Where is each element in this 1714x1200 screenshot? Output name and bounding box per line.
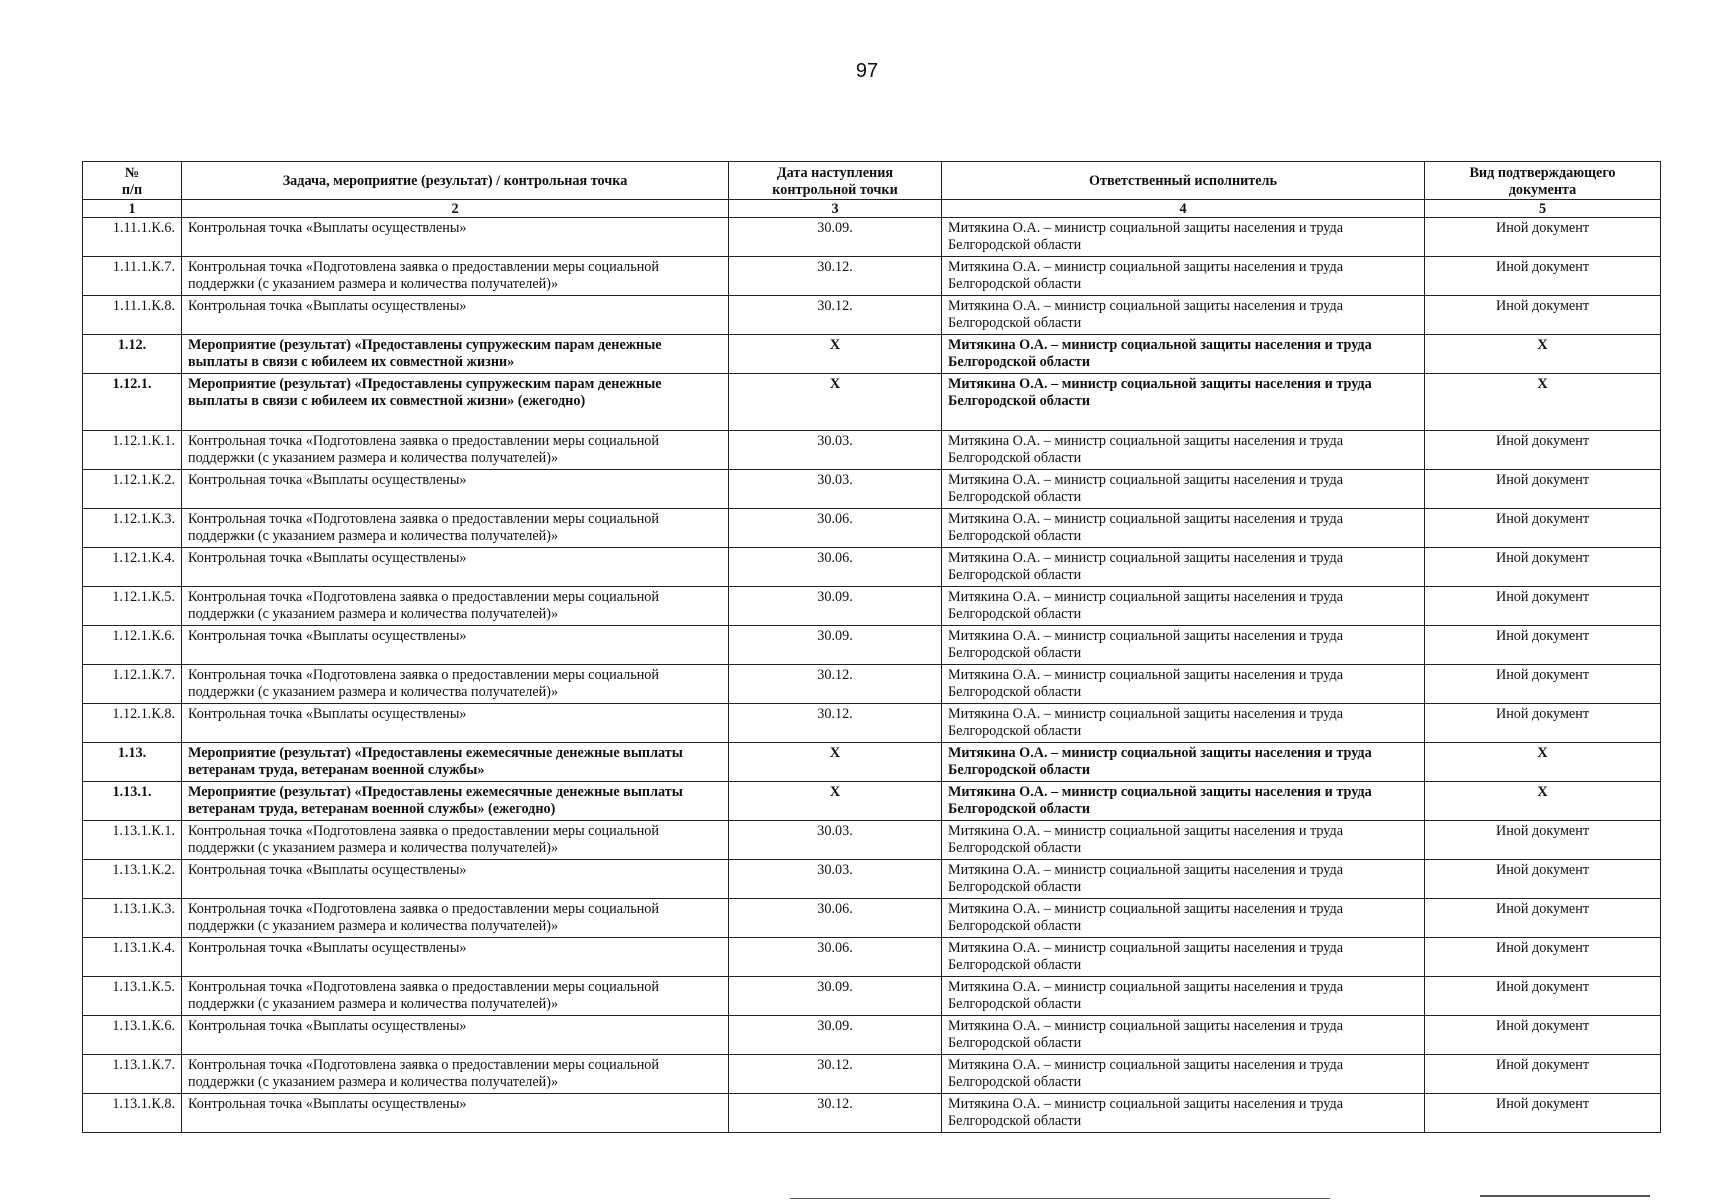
row-date: 30.03. (729, 860, 942, 899)
table-row (83, 860, 1661, 899)
row-date: 30.03. (729, 470, 942, 509)
column-number: 5 (1425, 200, 1661, 218)
row-number: 1.13.1.К.8. (83, 1094, 182, 1133)
row-document-type: Иной документ (1425, 977, 1661, 1016)
row-task: Мероприятие (результат) «Предоставлены супружеским парам денежные выплаты в связи с юбилеем их совместной жизни» (182, 335, 729, 374)
row-executor: Митякина О.А. – министр социальной защиты населения и труда Белгородской области (942, 782, 1425, 821)
table-row (83, 782, 1661, 821)
row-task: Контрольная точка «Подготовлена заявка о предоставлении меры социальной поддержки (с указанием размера и количества получателей)» (182, 431, 729, 470)
row-executor: Митякина О.А. – министр социальной защиты населения и труда Белгородской области (942, 821, 1425, 860)
row-executor: Митякина О.А. – министр социальной защиты населения и труда Белгородской области (942, 977, 1425, 1016)
row-date: Х (729, 782, 942, 821)
row-executor: Митякина О.А. – министр социальной защиты населения и труда Белгородской области (942, 587, 1425, 626)
row-number: 1.12.1.К.2. (83, 470, 182, 509)
row-document-type: Иной документ (1425, 1055, 1661, 1094)
row-document-type: Иной документ (1425, 431, 1661, 470)
row-number: 1.12.1.К.1. (83, 431, 182, 470)
table-row (83, 335, 1661, 374)
row-task: Контрольная точка «Выплаты осуществлены» (182, 296, 729, 335)
row-task: Контрольная точка «Подготовлена заявка о предоставлении меры социальной поддержки (с указанием размера и количества получателей)» (182, 1055, 729, 1094)
row-document-type: Иной документ (1425, 509, 1661, 548)
row-date: Х (729, 743, 942, 782)
row-number: 1.12.1.К.3. (83, 509, 182, 548)
table-body (83, 218, 1661, 1133)
table-row (83, 938, 1661, 977)
row-date: 30.06. (729, 509, 942, 548)
table-row (83, 470, 1661, 509)
table-row (83, 1094, 1661, 1133)
row-number: 1.13.1. (83, 782, 182, 821)
row-date: 30.12. (729, 257, 942, 296)
table-row (83, 509, 1661, 548)
row-number: 1.13.1.К.3. (83, 899, 182, 938)
row-number: 1.12.1. (83, 374, 182, 431)
row-task: Мероприятие (результат) «Предоставлены ежемесячные денежные выплаты ветеранам труда, ветеранам военной службы» (ежегодно) (182, 782, 729, 821)
row-document-type: Иной документ (1425, 821, 1661, 860)
row-executor: Митякина О.А. – министр социальной защиты населения и труда Белгородской области (942, 704, 1425, 743)
table-row (83, 626, 1661, 665)
row-executor: Митякина О.А. – министр социальной защиты населения и труда Белгородской области (942, 1094, 1425, 1133)
row-task: Контрольная точка «Подготовлена заявка о предоставлении меры социальной поддержки (с указанием размера и количества получателей)» (182, 509, 729, 548)
row-executor: Митякина О.А. – министр социальной защиты населения и труда Белгородской области (942, 626, 1425, 665)
row-date: 30.06. (729, 938, 942, 977)
row-document-type: Х (1425, 335, 1661, 374)
row-number: 1.13.1.К.5. (83, 977, 182, 1016)
row-task: Контрольная точка «Выплаты осуществлены» (182, 1094, 729, 1133)
row-task: Контрольная точка «Выплаты осуществлены» (182, 860, 729, 899)
table-row (83, 257, 1661, 296)
column-number-row (83, 200, 1661, 218)
row-number: 1.13.1.К.4. (83, 938, 182, 977)
table-row (83, 704, 1661, 743)
row-number: 1.12.1.К.5. (83, 587, 182, 626)
row-date: 30.12. (729, 665, 942, 704)
row-date: 30.12. (729, 1094, 942, 1133)
row-date: 30.09. (729, 1016, 942, 1055)
row-document-type: Иной документ (1425, 1016, 1661, 1055)
row-executor: Митякина О.А. – министр социальной защиты населения и труда Белгородской области (942, 938, 1425, 977)
column-number: 3 (729, 200, 942, 218)
row-document-type: Иной документ (1425, 938, 1661, 977)
table-row (83, 665, 1661, 704)
row-number: 1.13.1.К.6. (83, 1016, 182, 1055)
table-row (83, 821, 1661, 860)
row-document-type: Иной документ (1425, 548, 1661, 587)
header-executor: Ответственный исполнитель (942, 162, 1425, 200)
table-row (83, 296, 1661, 335)
row-document-type: Х (1425, 374, 1661, 431)
row-executor: Митякина О.А. – министр социальной защиты населения и труда Белгородской области (942, 1055, 1425, 1094)
row-date: 30.06. (729, 899, 942, 938)
row-date: 30.03. (729, 431, 942, 470)
control-points-table (82, 161, 1661, 1133)
table-row (83, 218, 1661, 257)
page-number: 97 (855, 60, 879, 82)
row-document-type: Иной документ (1425, 899, 1661, 938)
row-executor: Митякина О.А. – министр социальной защиты населения и труда Белгородской области (942, 218, 1425, 257)
header-num: № п/п (83, 162, 182, 200)
row-date: Х (729, 335, 942, 374)
scan-artifact-line (1480, 1195, 1650, 1197)
table-row (83, 431, 1661, 470)
row-date: 30.12. (729, 704, 942, 743)
row-task: Контрольная точка «Выплаты осуществлены» (182, 470, 729, 509)
row-executor: Митякина О.А. – министр социальной защиты населения и труда Белгородской области (942, 548, 1425, 587)
column-number: 1 (83, 200, 182, 218)
header-task: Задача, мероприятие (результат) / контрольная точка (182, 162, 729, 200)
row-executor: Митякина О.А. – министр социальной защиты населения и труда Белгородской области (942, 431, 1425, 470)
row-document-type: Иной документ (1425, 470, 1661, 509)
row-document-type: Х (1425, 782, 1661, 821)
row-task: Мероприятие (результат) «Предоставлены супружеским парам денежные выплаты в связи с юбилеем их совместной жизни» (ежегодно) (182, 374, 729, 431)
row-document-type: Иной документ (1425, 860, 1661, 899)
row-document-type: Иной документ (1425, 257, 1661, 296)
row-executor: Митякина О.А. – министр социальной защиты населения и труда Белгородской области (942, 335, 1425, 374)
row-task: Контрольная точка «Выплаты осуществлены» (182, 626, 729, 665)
row-date: Х (729, 374, 942, 431)
row-date: 30.12. (729, 296, 942, 335)
row-task: Контрольная точка «Выплаты осуществлены» (182, 548, 729, 587)
row-task: Контрольная точка «Подготовлена заявка о предоставлении меры социальной поддержки (с указанием размера и количества получателей)» (182, 587, 729, 626)
row-executor: Митякина О.А. – министр социальной защиты населения и труда Белгородской области (942, 470, 1425, 509)
row-document-type: Иной документ (1425, 626, 1661, 665)
table-row (83, 1055, 1661, 1094)
row-task: Контрольная точка «Подготовлена заявка о предоставлении меры социальной поддержки (с указанием размера и количества получателей)» (182, 899, 729, 938)
row-task: Контрольная точка «Подготовлена заявка о предоставлении меры социальной поддержки (с указанием размера и количества получателей)» (182, 257, 729, 296)
row-number: 1.13.1.К.7. (83, 1055, 182, 1094)
row-number: 1.12.1.К.7. (83, 665, 182, 704)
row-executor: Митякина О.А. – министр социальной защиты населения и труда Белгородской области (942, 1016, 1425, 1055)
row-document-type: Иной документ (1425, 296, 1661, 335)
row-task: Контрольная точка «Выплаты осуществлены» (182, 1016, 729, 1055)
row-document-type: Иной документ (1425, 665, 1661, 704)
header-document: Вид подтверждающего документа (1425, 162, 1661, 200)
row-number: 1.11.1.К.7. (83, 257, 182, 296)
row-date: 30.12. (729, 1055, 942, 1094)
row-task: Контрольная точка «Выплаты осуществлены» (182, 218, 729, 257)
row-number: 1.11.1.К.8. (83, 296, 182, 335)
row-date: 30.09. (729, 626, 942, 665)
table-row (83, 548, 1661, 587)
table-row (83, 587, 1661, 626)
row-document-type: Иной документ (1425, 218, 1661, 257)
table-header-row (83, 162, 1661, 200)
table-row (83, 743, 1661, 782)
row-task: Контрольная точка «Подготовлена заявка о предоставлении меры социальной поддержки (с указанием размера и количества получателей)» (182, 821, 729, 860)
row-date: 30.06. (729, 548, 942, 587)
row-task: Контрольная точка «Выплаты осуществлены» (182, 704, 729, 743)
row-number: 1.13.1.К.1. (83, 821, 182, 860)
row-number: 1.12.1.К.6. (83, 626, 182, 665)
row-executor: Митякина О.А. – министр социальной защиты населения и труда Белгородской области (942, 665, 1425, 704)
row-executor: Митякина О.А. – министр социальной защиты населения и труда Белгородской области (942, 899, 1425, 938)
row-number: 1.11.1.К.6. (83, 218, 182, 257)
table-row (83, 374, 1661, 431)
column-number: 2 (182, 200, 729, 218)
table-row (83, 1016, 1661, 1055)
row-document-type: Иной документ (1425, 1094, 1661, 1133)
header-date: Дата наступления контрольной точки (729, 162, 942, 200)
row-document-type: Иной документ (1425, 704, 1661, 743)
table-row (83, 899, 1661, 938)
row-task: Контрольная точка «Подготовлена заявка о предоставлении меры социальной поддержки (с указанием размера и количества получателей)» (182, 977, 729, 1016)
row-executor: Митякина О.А. – министр социальной защиты населения и труда Белгородской области (942, 296, 1425, 335)
row-executor: Митякина О.А. – министр социальной защиты населения и труда Белгородской области (942, 860, 1425, 899)
scan-artifact-line (790, 1198, 1330, 1199)
row-number: 1.13. (83, 743, 182, 782)
row-executor: Митякина О.А. – министр социальной защиты населения и труда Белгородской области (942, 509, 1425, 548)
row-number: 1.13.1.К.2. (83, 860, 182, 899)
row-document-type: Иной документ (1425, 587, 1661, 626)
row-executor: Митякина О.А. – министр социальной защиты населения и труда Белгородской области (942, 374, 1425, 431)
row-executor: Митякина О.А. – министр социальной защиты населения и труда Белгородской области (942, 743, 1425, 782)
row-task: Контрольная точка «Выплаты осуществлены» (182, 938, 729, 977)
row-date: 30.09. (729, 977, 942, 1016)
row-date: 30.03. (729, 821, 942, 860)
row-date: 30.09. (729, 218, 942, 257)
row-number: 1.12. (83, 335, 182, 374)
column-number: 4 (942, 200, 1425, 218)
table-row (83, 977, 1661, 1016)
row-date: 30.09. (729, 587, 942, 626)
row-executor: Митякина О.А. – министр социальной защиты населения и труда Белгородской области (942, 257, 1425, 296)
row-number: 1.12.1.К.8. (83, 704, 182, 743)
row-number: 1.12.1.К.4. (83, 548, 182, 587)
row-task: Мероприятие (результат) «Предоставлены ежемесячные денежные выплаты ветеранам труда, ветеранам военной службы» (182, 743, 729, 782)
row-document-type: Х (1425, 743, 1661, 782)
row-task: Контрольная точка «Подготовлена заявка о предоставлении меры социальной поддержки (с указанием размера и количества получателей)» (182, 665, 729, 704)
